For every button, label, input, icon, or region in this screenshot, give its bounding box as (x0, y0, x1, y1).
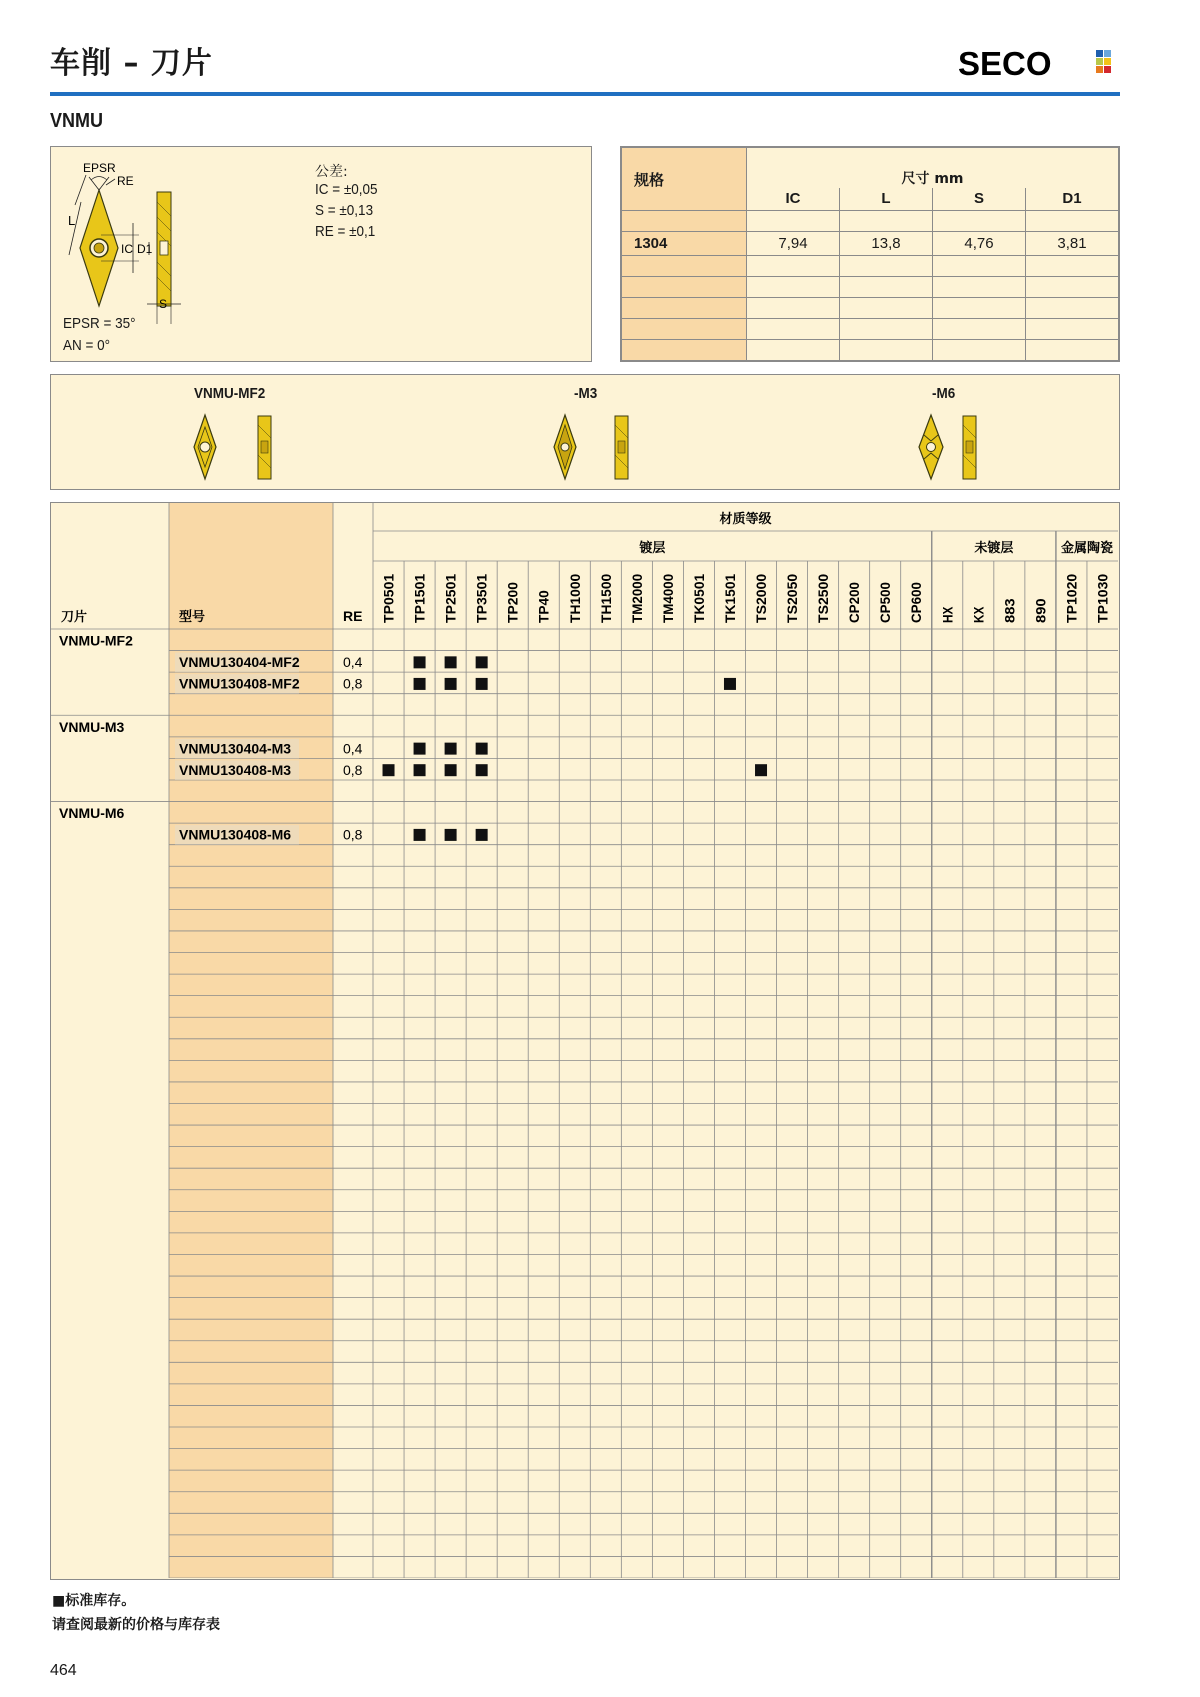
seco-logo (958, 46, 1118, 80)
model-cell: VNMU130404-M3 (179, 740, 292, 757)
family-label: VNMU-M3 (59, 718, 125, 735)
grade-header-ts2000: TS2000 (754, 575, 770, 623)
stock-mark (414, 764, 426, 776)
stock-mark (476, 764, 488, 776)
grade-header-cp600: CP600 (909, 581, 925, 623)
label-d1: D1 (137, 242, 153, 256)
grade-header-tk0501: TK0501 (691, 574, 707, 623)
grade-group-label: 金属陶瓷 (1060, 540, 1113, 555)
dimension-value: 3,81 (1026, 232, 1119, 255)
grade-header-th1500: TH1500 (598, 574, 614, 623)
family-label: VNMU-MF2 (59, 632, 133, 649)
col-re-header: RE (343, 608, 363, 624)
tolerance-ic: IC = ±0,05 (315, 181, 378, 198)
re-cell: 0,8 (343, 761, 363, 778)
variants-panel (50, 374, 1120, 490)
material-header: 材质等级 (719, 511, 772, 526)
logo-text: SECO (958, 46, 1052, 80)
stock-mark (414, 743, 426, 755)
angle-an: AN = 0° (63, 337, 111, 354)
variant-label-mf2: VNMU-MF2 (194, 385, 266, 402)
variant-label-m6: -M6 (932, 385, 956, 402)
price-note: 请查阅最新的价格与库存表 (52, 1617, 220, 1633)
grade-header-hx: HX (940, 604, 956, 623)
tolerance-re: RE = ±0,1 (315, 223, 376, 240)
grade-header-tm4000: TM4000 (660, 573, 676, 623)
label-ic: IC (121, 242, 133, 256)
variant-label-m3: -M3 (574, 385, 598, 402)
grade-header-ts2500: TS2500 (816, 575, 832, 623)
dimension-col-d1: D1 (1026, 188, 1119, 211)
re-cell: 0,4 (343, 654, 363, 671)
family-label: VNMU-M6 (59, 805, 125, 822)
grade-header-th1000: TH1000 (567, 574, 583, 623)
variant-drawings (51, 375, 1119, 489)
stock-mark (476, 743, 488, 755)
spec-header: 规格 (622, 148, 747, 211)
model-cell: VNMU130404-MF2 (179, 654, 300, 671)
grade-header-tp1501: TP1501 (412, 575, 428, 623)
dimension-value: 13,8 (840, 232, 933, 255)
stock-mark (476, 829, 488, 841)
stock-mark (445, 743, 457, 755)
grade-header-tp200: TP200 (505, 583, 521, 623)
section-code: VNMU (50, 110, 104, 132)
footer-note (52, 1590, 220, 1638)
model-cell: VNMU130408-M3 (179, 761, 292, 778)
re-cell: 0,4 (343, 740, 363, 757)
model-cell: VNMU130408-MF2 (179, 675, 300, 692)
grades-panel (50, 502, 1120, 1580)
dimension-col-s: S (933, 188, 1026, 211)
grade-header-tp1020: TP1020 (1064, 575, 1080, 623)
stock-mark (724, 678, 736, 690)
dimension-col-l: L (840, 188, 933, 211)
geometry-panel (50, 146, 592, 362)
grade-header-cp200: CP200 (847, 581, 863, 623)
angle-epsr: EPSR = 35° (63, 315, 136, 332)
page-number: 464 (50, 1662, 77, 1679)
grade-header-tp40: TP40 (536, 590, 552, 623)
stock-mark (414, 656, 426, 668)
insert-m3-icon (554, 415, 628, 479)
page-title: 车削 – 刀片 (50, 46, 213, 81)
re-cell: 0,8 (343, 675, 363, 692)
label-re: RE (117, 174, 134, 188)
dimension-value: 7,94 (747, 232, 840, 255)
stock-mark (476, 678, 488, 690)
re-cell: 0,8 (343, 826, 363, 843)
grade-header-883: 883 (1002, 600, 1018, 623)
dimension-col-ic: IC (747, 188, 840, 211)
label-epsr: EPSR (83, 161, 116, 175)
grades-table (51, 503, 1118, 1578)
dimensions-panel (620, 146, 1120, 362)
grade-header-tp2501: TP2501 (443, 575, 459, 623)
label-s: S (159, 297, 168, 311)
stock-mark (383, 764, 395, 776)
insert-m6-icon (919, 415, 976, 479)
grade-group-label: 镀层 (639, 540, 666, 555)
grade-header-tp1030: TP1030 (1095, 575, 1111, 623)
stock-mark (445, 829, 457, 841)
grade-header-cp500: CP500 (878, 581, 894, 623)
stock-mark (445, 678, 457, 690)
stock-mark (414, 829, 426, 841)
model-cell: VNMU130408-M6 (179, 826, 292, 843)
stock-mark (414, 678, 426, 690)
dimension-group-header: 尺寸 mm (747, 148, 1119, 188)
grade-group-label: 未镀层 (974, 540, 1014, 555)
tolerance-s: S = ±0,13 (315, 202, 374, 219)
stock-mark (755, 764, 767, 776)
stock-legend: ■标准库存。 (52, 1593, 136, 1609)
grade-header-kx: KX (971, 604, 987, 623)
grade-header-ts2050: TS2050 (785, 575, 801, 623)
dimensions-table (621, 147, 1119, 361)
grade-header-tm2000: TM2000 (629, 573, 645, 623)
stock-mark (445, 764, 457, 776)
col-insert-header: 刀片 (61, 609, 88, 624)
header-rule (50, 92, 1120, 96)
grade-header-tp3501: TP3501 (474, 575, 490, 623)
label-l: L (68, 213, 76, 228)
stock-mark (445, 656, 457, 668)
dimension-value: 4,76 (933, 232, 1026, 255)
grade-header-tk1501: TK1501 (722, 574, 738, 623)
insert-mf2-icon (194, 415, 271, 479)
spec-value: 1304 (622, 232, 747, 255)
stock-mark (476, 656, 488, 668)
grade-header-tp0501: TP0501 (381, 575, 397, 623)
tolerance-title: 公差: (315, 164, 348, 180)
col-model-header: 型号 (179, 609, 206, 624)
grade-header-890: 890 (1033, 600, 1049, 623)
